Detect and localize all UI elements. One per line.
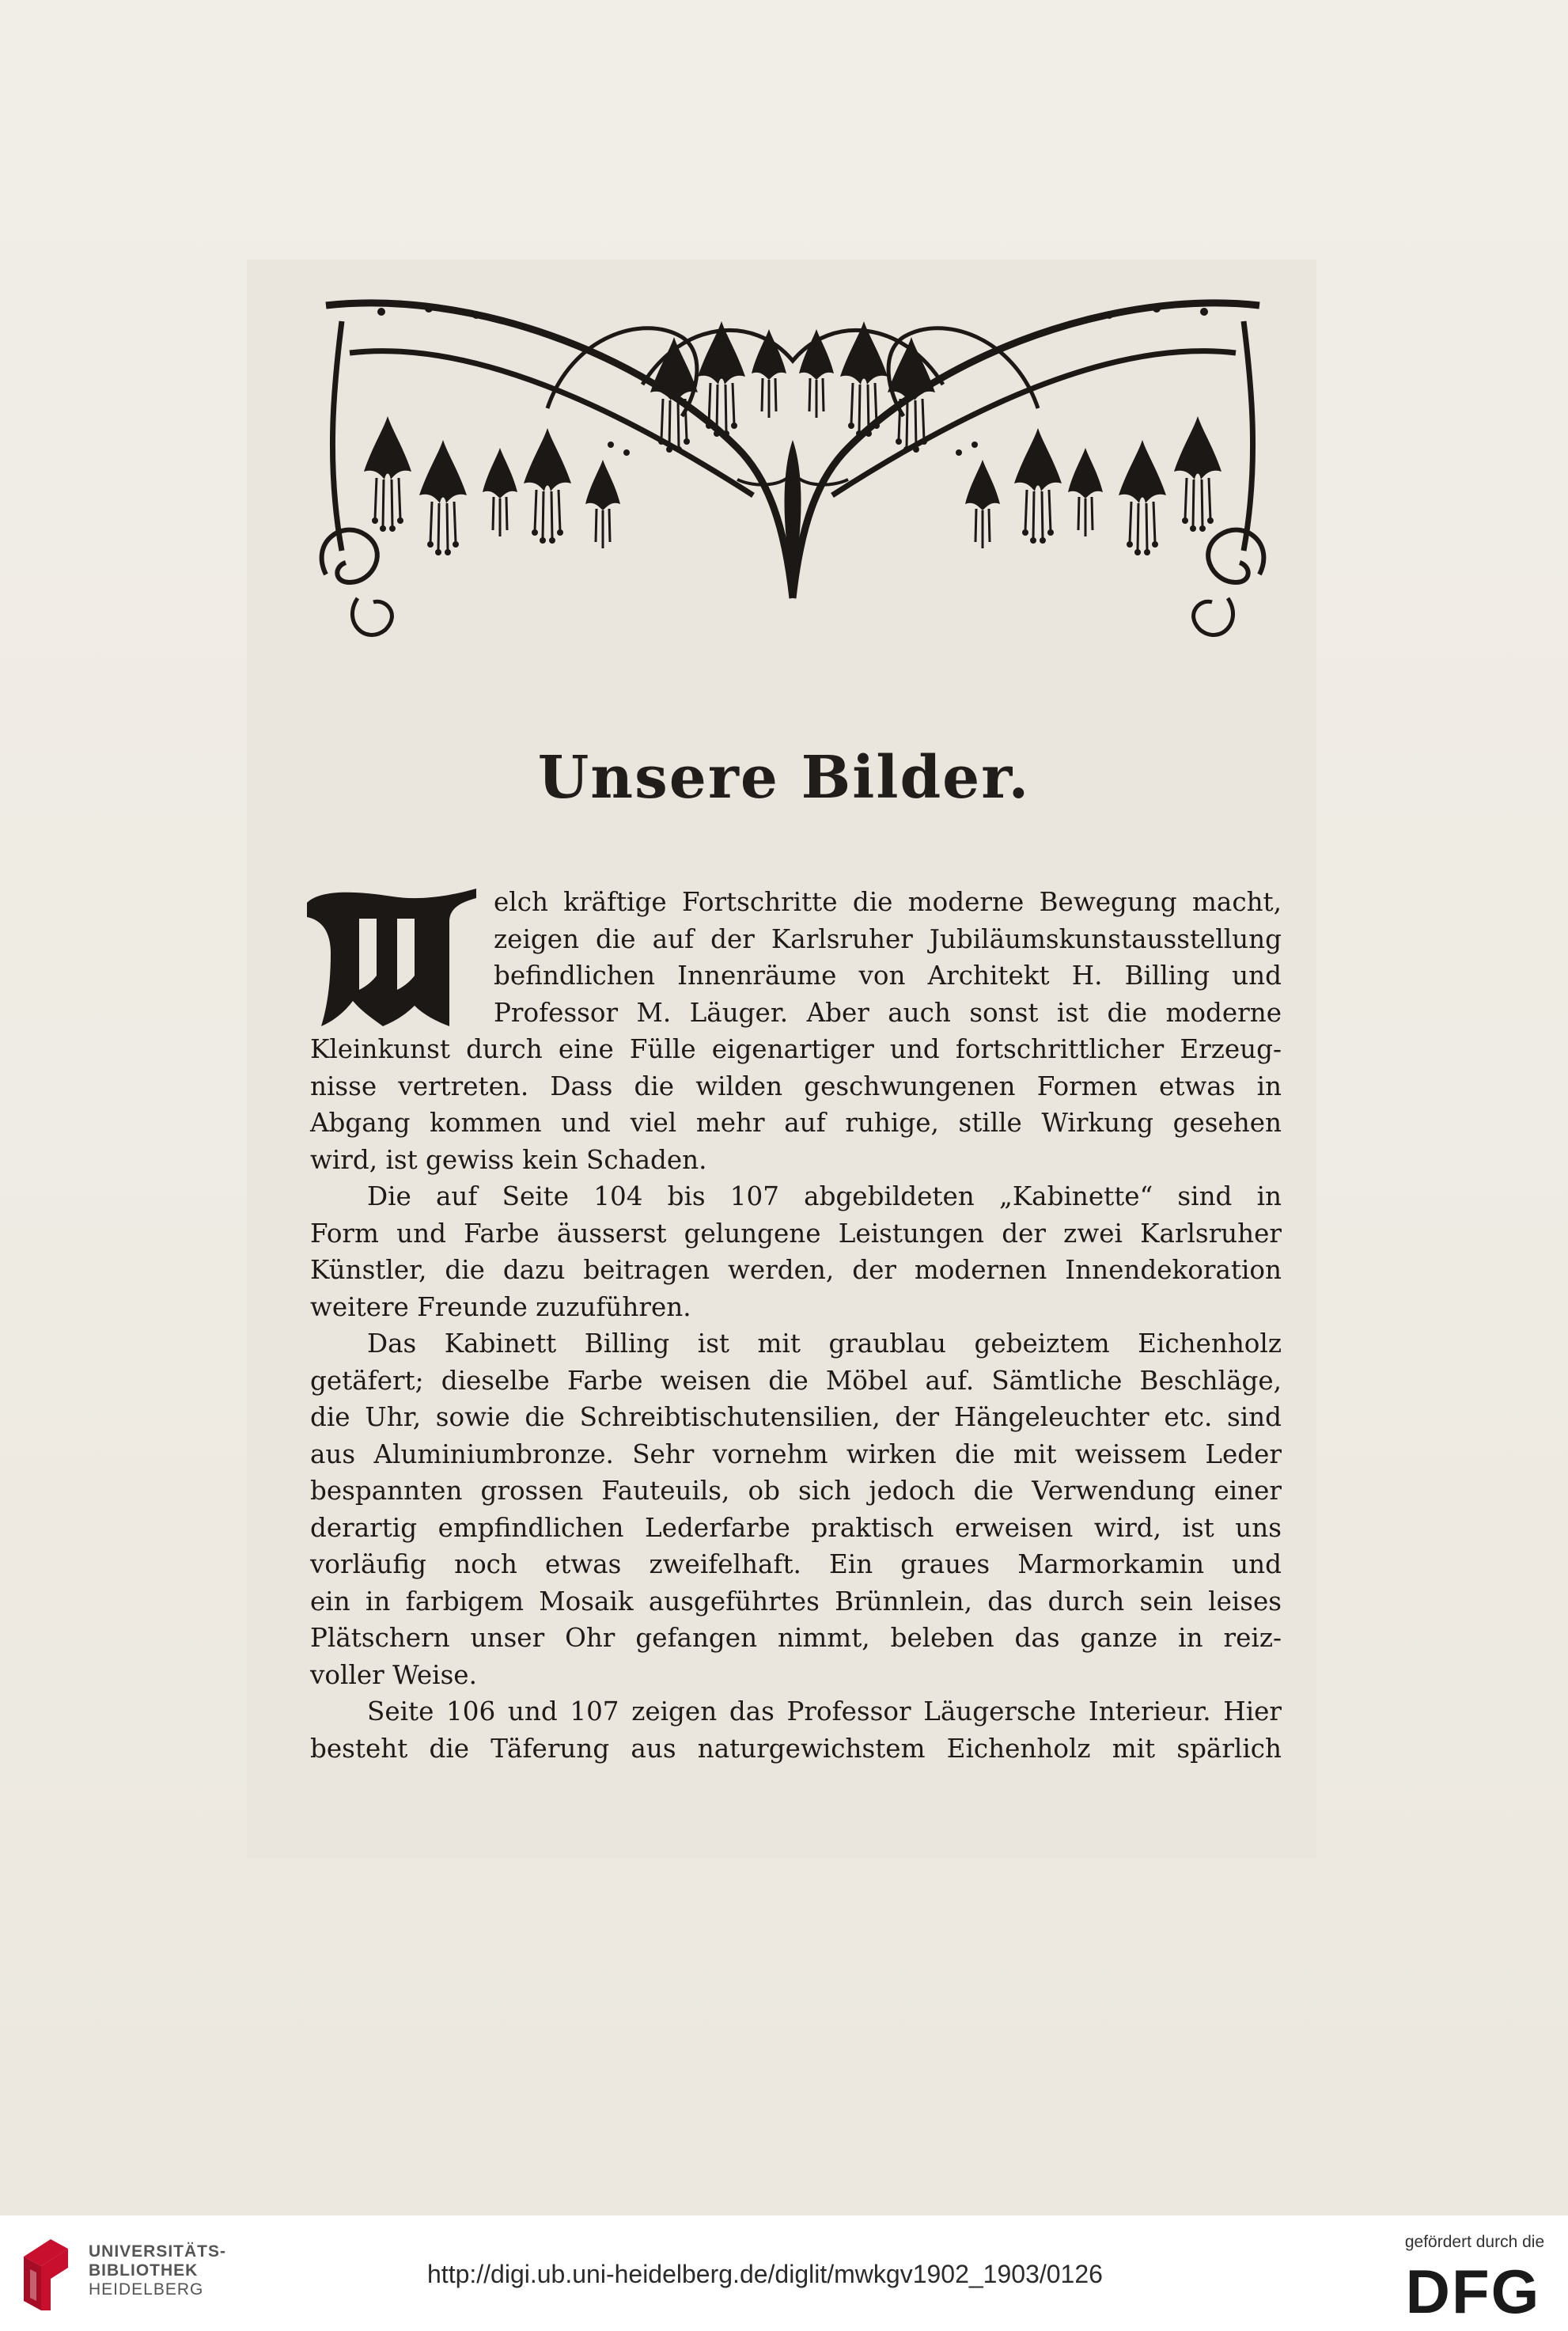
text-line: Die auf Seite 104 bis 107 abgebildeten „Kabinette“ sind in: [367, 1181, 1282, 1211]
text-line: elch kräftige Fortschritte die moderne Bewegung macht,: [494, 887, 1282, 917]
article-body: [310, 884, 1282, 1767]
text-line: voller Weise.: [310, 1659, 477, 1690]
dfg-logo: DFG: [1405, 2257, 1541, 2326]
text-line: Künstler, die dazu beitragen werden, der modernen Innendekoration: [310, 1255, 1282, 1285]
text-line: zeigen die auf der Karlsruher Jubiläumskunstausstellung: [494, 923, 1282, 954]
university-library-logo-icon: [19, 2233, 74, 2315]
text-line: vorläufig noch etwas zweifelhaft. Ein graues Marmorkamin und: [310, 1549, 1282, 1579]
funding-caption: gefördert durch die: [1404, 2233, 1545, 2251]
article-title: Unsere Bilder.: [537, 744, 1031, 812]
permalink-url[interactable]: http://digi.ub.uni-heidelberg.de/diglit/mwkgv1902_1903/0126: [427, 2260, 1103, 2288]
text-line: Professor M. Läuger. Aber auch sonst ist die moderne: [494, 997, 1282, 1028]
text-line: getäfert; dieselbe Farbe weisen die Möbel auf. Sämtliche Beschläge,: [310, 1365, 1282, 1396]
text-line: besteht die Täferung aus naturgewichstem Eichenholz mit spärlich: [310, 1733, 1282, 1764]
text-line: Das Kabinett Billing ist mit graublau gebeiztem Eichenholz: [367, 1328, 1282, 1359]
text-line: Plätschern unser Ohr gefangen nimmt, beleben das ganze in reiz-: [310, 1623, 1282, 1653]
text-line: Kleinkunst durch eine Fülle eigenartiger und fortschrittlicher Erzeug-: [310, 1034, 1282, 1064]
library-name-line: BIBLIOTHEK: [89, 2261, 199, 2280]
digitization-footer: [0, 2215, 1568, 2331]
university-library-name: [89, 2242, 226, 2299]
text-line: derartig empfindlichen Lederfarbe praktisch erweisen wird, ist uns: [310, 1512, 1282, 1543]
library-name-line: HEIDELBERG: [89, 2280, 204, 2299]
text-line: weitere Freunde zuzuführen.: [310, 1291, 691, 1322]
library-name-line: UNIVERSITÄTS-: [89, 2242, 227, 2261]
text-line: Abgang kommen und viel mehr auf ruhige, stille Wirkung gesehen: [310, 1108, 1282, 1138]
ornamental-headpiece: [310, 290, 1275, 685]
text-line: Seite 106 und 107 zeigen das Professor Läugersche Interieur. Hier: [367, 1696, 1282, 1726]
text-line: wird, ist gewiss kein Schaden.: [310, 1144, 707, 1175]
text-line: befindlichen Innenräume von Architekt H. Billing und: [494, 961, 1282, 991]
text-line: bespannten grossen Fauteuils, ob sich jedoch die Verwendung einer: [310, 1476, 1282, 1506]
text-line: die Uhr, sowie die Schreibtischutensilien, der Hängeleuchter etc. sind: [310, 1402, 1282, 1432]
text-line: nisse vertreten. Dass die wilden geschwungenen Formen etwas in: [310, 1071, 1282, 1101]
text-line: aus Aluminiumbronze. Sehr vornehm wirken die mit weissem Leder: [310, 1438, 1282, 1469]
drop-cap-initial: [304, 887, 479, 1029]
text-line: Form und Farbe äusserst gelungene Leistungen der zwei Karlsruher: [310, 1218, 1282, 1249]
text-line: ein in farbigem Mosaik ausgeführtes Brünnlein, das durch sein leises: [310, 1586, 1282, 1617]
